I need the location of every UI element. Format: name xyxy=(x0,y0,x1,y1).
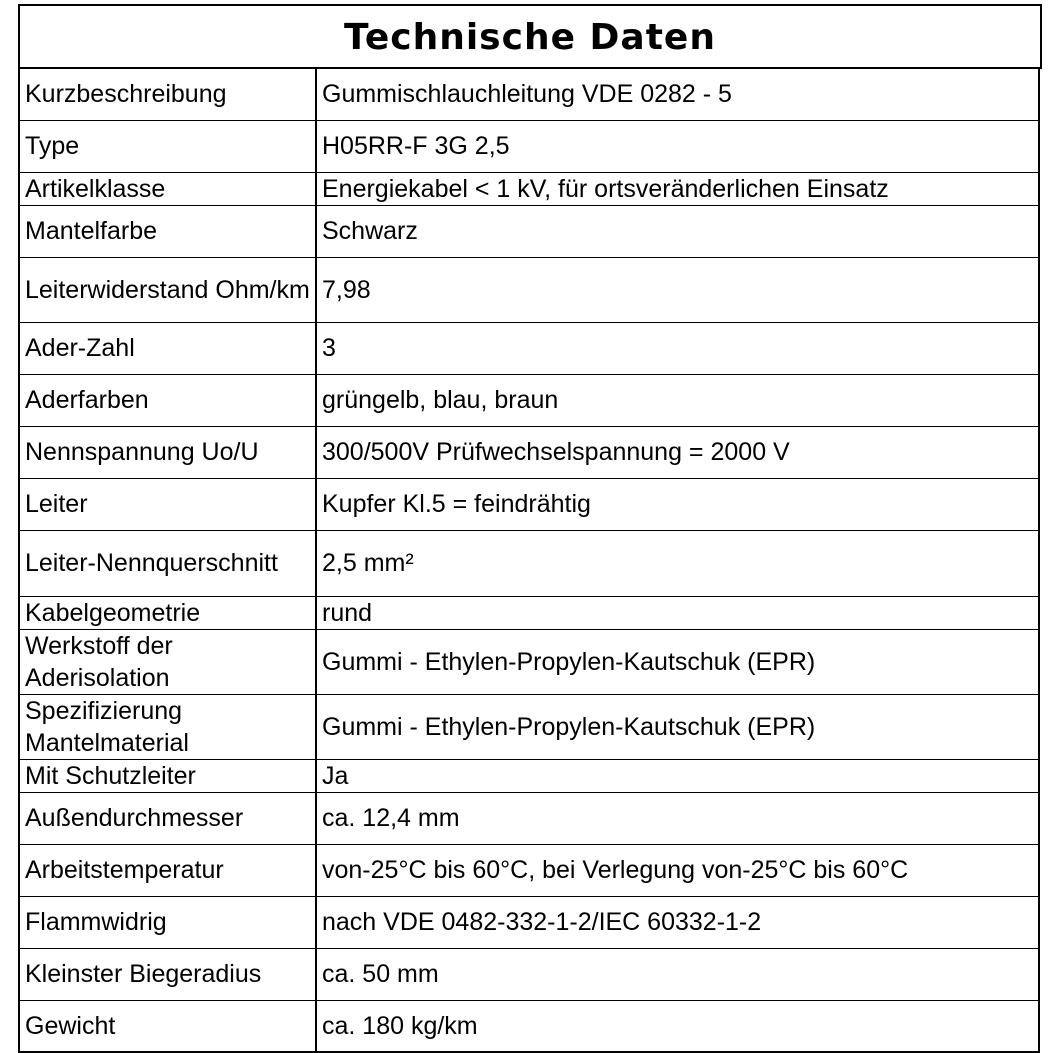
row-key: Type xyxy=(19,120,316,172)
row-key: Aderfarben xyxy=(19,374,316,426)
table-row xyxy=(19,844,1039,896)
technical-data-sheet xyxy=(18,4,1040,1046)
table-row xyxy=(19,374,1039,426)
table-row xyxy=(19,948,1039,1000)
table-row xyxy=(19,792,1039,844)
table-row xyxy=(19,257,1039,322)
table-row xyxy=(19,68,1039,120)
row-value: Ja xyxy=(316,759,1039,792)
row-value: ca. 180 kg/km xyxy=(316,1000,1039,1052)
row-value: Gummischlauchleitung VDE 0282 - 5 xyxy=(316,68,1039,120)
table-title: Technische Daten xyxy=(18,4,1042,69)
row-value: grüngelb, blau, braun xyxy=(316,374,1039,426)
table-row xyxy=(19,596,1039,629)
row-key: Flammwidrig xyxy=(19,896,316,948)
row-key: Ader-Zahl xyxy=(19,322,316,374)
row-key: Nennspannung Uo/U xyxy=(19,426,316,478)
row-value: Schwarz xyxy=(316,205,1039,257)
row-value: 300/500V Prüfwechselspannung = 2000 V xyxy=(316,426,1039,478)
row-value: 3 xyxy=(316,322,1039,374)
row-key: Werkstoff der Aderisolation xyxy=(19,629,316,694)
row-key: Mantelfarbe xyxy=(19,205,316,257)
row-value: ca. 12,4 mm xyxy=(316,792,1039,844)
table-row xyxy=(19,530,1039,596)
row-key: Artikelklasse xyxy=(19,172,316,205)
row-value: ca. 50 mm xyxy=(316,948,1039,1000)
row-key: Leiter-Nennquerschnitt xyxy=(19,530,316,596)
row-value: Gummi - Ethylen-Propylen-Kautschuk (EPR) xyxy=(316,629,1039,694)
spec-table xyxy=(18,67,1040,1053)
row-key: Kurzbeschreibung xyxy=(19,68,316,120)
table-row xyxy=(19,694,1039,759)
table-row xyxy=(19,629,1039,694)
row-key: Kleinster Biegeradius xyxy=(19,948,316,1000)
table-row xyxy=(19,759,1039,792)
row-key: Leiter xyxy=(19,478,316,530)
row-key: Leiterwiderstand Ohm/km xyxy=(19,257,316,322)
table-row xyxy=(19,322,1039,374)
table-row xyxy=(19,120,1039,172)
row-key: Spezifizierung Mantelmaterial xyxy=(19,694,316,759)
row-value: 2,5 mm² xyxy=(316,530,1039,596)
row-value: H05RR-F 3G 2,5 xyxy=(316,120,1039,172)
row-value: 7,98 xyxy=(316,257,1039,322)
table-row xyxy=(19,1000,1039,1052)
row-value: Energiekabel < 1 kV, für ortsveränderlichen Einsatz xyxy=(316,172,1039,205)
row-value: Kupfer Kl.5 = feindrähtig xyxy=(316,478,1039,530)
row-key: Außendurchmesser xyxy=(19,792,316,844)
row-key: Arbeitstemperatur xyxy=(19,844,316,896)
row-key: Gewicht xyxy=(19,1000,316,1052)
row-key: Mit Schutzleiter xyxy=(19,759,316,792)
row-value: nach VDE 0482-332-1-2/IEC 60332-1-2 xyxy=(316,896,1039,948)
row-value: von-25°C bis 60°C, bei Verlegung von-25°C bis 60°C xyxy=(316,844,1039,896)
table-row xyxy=(19,426,1039,478)
row-key: Kabelgeometrie xyxy=(19,596,316,629)
table-row xyxy=(19,205,1039,257)
table-row xyxy=(19,478,1039,530)
row-value: Gummi - Ethylen-Propylen-Kautschuk (EPR) xyxy=(316,694,1039,759)
table-row xyxy=(19,896,1039,948)
row-value: rund xyxy=(316,596,1039,629)
table-row xyxy=(19,172,1039,205)
